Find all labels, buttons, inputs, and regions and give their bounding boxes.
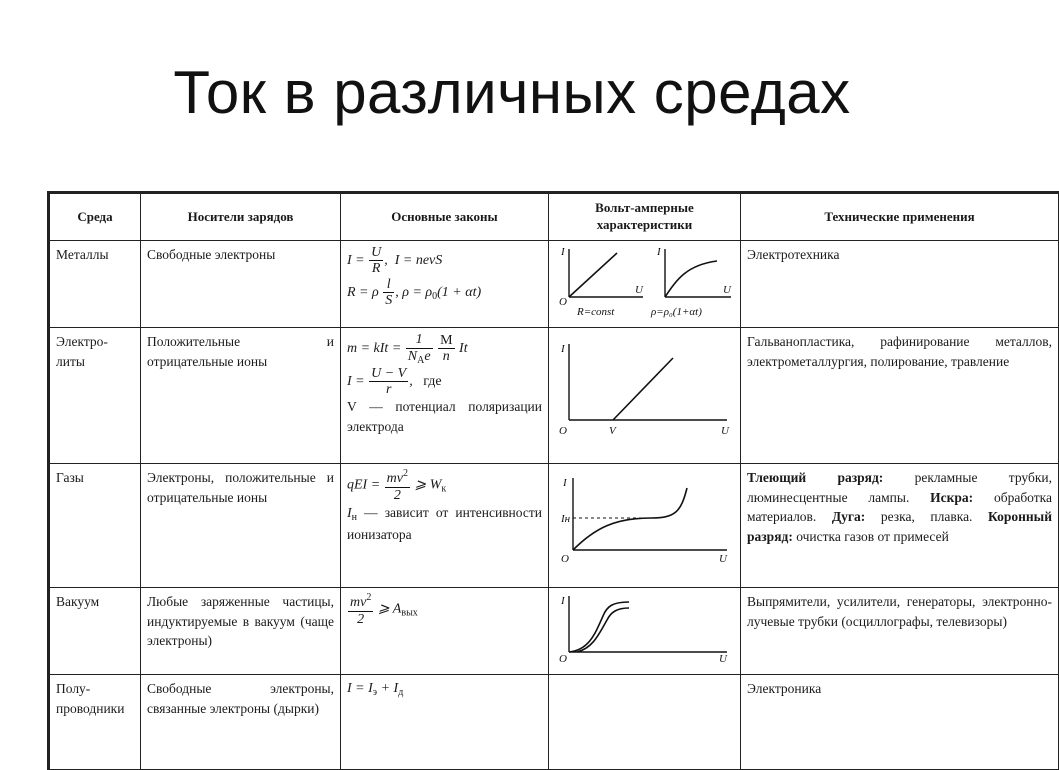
- table-row: [49, 241, 1059, 328]
- work-function-formula: $\frac{mv^2}{2}$ ⩾ $A_{вых}$: [350, 592, 418, 627]
- svg-text:I: I: [562, 477, 567, 490]
- svg-text:Iн: Iн: [560, 513, 570, 526]
- carriers-cell: Электроны, положительные и отрицательные ионы: [141, 464, 341, 588]
- svg-text:I: I: [560, 246, 565, 258]
- media-table: [47, 191, 1059, 770]
- carriers-cell: Свободные электроны: [141, 241, 341, 328]
- iv-graph-cell: [549, 464, 741, 588]
- header-applications: Технические применения: [741, 193, 1059, 241]
- semiconductor-current-formula: $I = I_э + I_д$: [347, 681, 404, 699]
- graph-linear: [559, 246, 644, 318]
- svg-text:I: I: [560, 595, 565, 608]
- medium-cell: Металлы: [49, 241, 141, 328]
- electrolyte-iv-graph: [555, 330, 735, 440]
- laws-cell: [341, 464, 549, 588]
- metal-iv-graphs: [555, 243, 735, 319]
- resistance-formula: R = ρ $\frac{l}{S}$ , $\rho = \rho_0(1 + \alpha t)$: [347, 276, 482, 309]
- carriers-cell: Положительные и отрицательные ионы: [141, 328, 341, 464]
- svg-text:I: I: [656, 246, 661, 258]
- table-header-row: [49, 193, 1059, 241]
- polarization-formula: I = $\frac{U - V}{r}$ , где: [347, 365, 442, 398]
- slide-title: Ток в различных средах: [173, 59, 851, 126]
- laws-cell: [341, 241, 549, 328]
- laws-cell: [341, 328, 549, 464]
- graph-curve: [650, 246, 732, 318]
- carriers-cell: Любые заряженные частицы, индуктируемые в вакуум (чаще электроны): [141, 588, 341, 675]
- applications-cell: Выпрямители, усилители, генераторы, электронно-лучевые трубки (осциллографы, телевизоры): [741, 588, 1059, 675]
- laws-cell: [341, 588, 549, 675]
- medium-cell: Газы: [49, 464, 141, 588]
- medium-cell: Электро-литы: [49, 328, 141, 464]
- iv-graph-cell: [549, 328, 741, 464]
- laws-cell: [341, 675, 549, 770]
- svg-text:U: U: [634, 284, 643, 296]
- gas-iv-graph: [555, 466, 735, 566]
- applications-cell: Электроника: [741, 675, 1059, 770]
- table-row: [49, 464, 1059, 588]
- vacuum-iv-graph: [555, 590, 735, 664]
- saturation-current-note: $I_н$ — зависит от интенсивности ионизатора: [347, 505, 542, 543]
- svg-text:O: O: [558, 425, 567, 438]
- graph-caption-linear: R=const: [576, 306, 614, 318]
- header-carriers: Носители зарядов: [141, 193, 341, 241]
- iv-graph-cell: [549, 241, 741, 328]
- header-iv-characteristics: Вольт-амперные характеристики: [549, 193, 741, 241]
- iv-graph-cell: [549, 675, 741, 770]
- svg-text:O: O: [558, 296, 567, 308]
- svg-text:O: O: [558, 653, 567, 666]
- table-row: [49, 588, 1059, 675]
- faraday-law-formula: m = kIt = $\frac{1}{N_Ae}$ $\frac{M}{n}$ It: [347, 332, 468, 366]
- table-row: [49, 328, 1059, 464]
- potential-description: V — потенциал поляризации электрода: [347, 399, 542, 434]
- media-table-wrapper: [47, 191, 1053, 767]
- svg-text:U: U: [718, 653, 727, 666]
- table-row: [49, 675, 1059, 770]
- header-medium: Среда: [49, 193, 141, 241]
- svg-text:O: O: [560, 553, 569, 566]
- ionization-formula: qEI = $\frac{mv^2}{2}$ ⩾ $W_к$: [347, 468, 447, 503]
- svg-text:U: U: [720, 425, 729, 438]
- svg-text:U: U: [722, 284, 731, 296]
- header-laws: Основные законы: [341, 193, 549, 241]
- svg-text:U: U: [718, 553, 727, 566]
- medium-cell: Полу-проводники: [49, 675, 141, 770]
- graph-caption-curve: ρ=ρ₀(1+αt): [650, 306, 702, 318]
- applications-cell: Гальванопластика, рафинирование металлов, электрометаллургия, полирование, травление: [741, 328, 1059, 464]
- svg-text:V: V: [608, 425, 616, 438]
- ohm-law-formula: I = $\frac{U}{R}$ , I = nevS: [347, 245, 443, 277]
- medium-cell: Вакуум: [49, 588, 141, 675]
- svg-text:I: I: [560, 343, 565, 356]
- applications-cell: Тлеющий разряд: рекламные трубки, люминесцентные лампы. Искра: обработка материалов. Дуга: резка, плавка. Коронный разряд: очистка газов от примесей: [741, 464, 1059, 588]
- carriers-cell: Свободные электроны, связанные электроны (дырки): [141, 675, 341, 770]
- applications-cell: Электротехника: [741, 241, 1059, 328]
- where-word: где: [423, 373, 442, 389]
- iv-graph-cell: [549, 588, 741, 675]
